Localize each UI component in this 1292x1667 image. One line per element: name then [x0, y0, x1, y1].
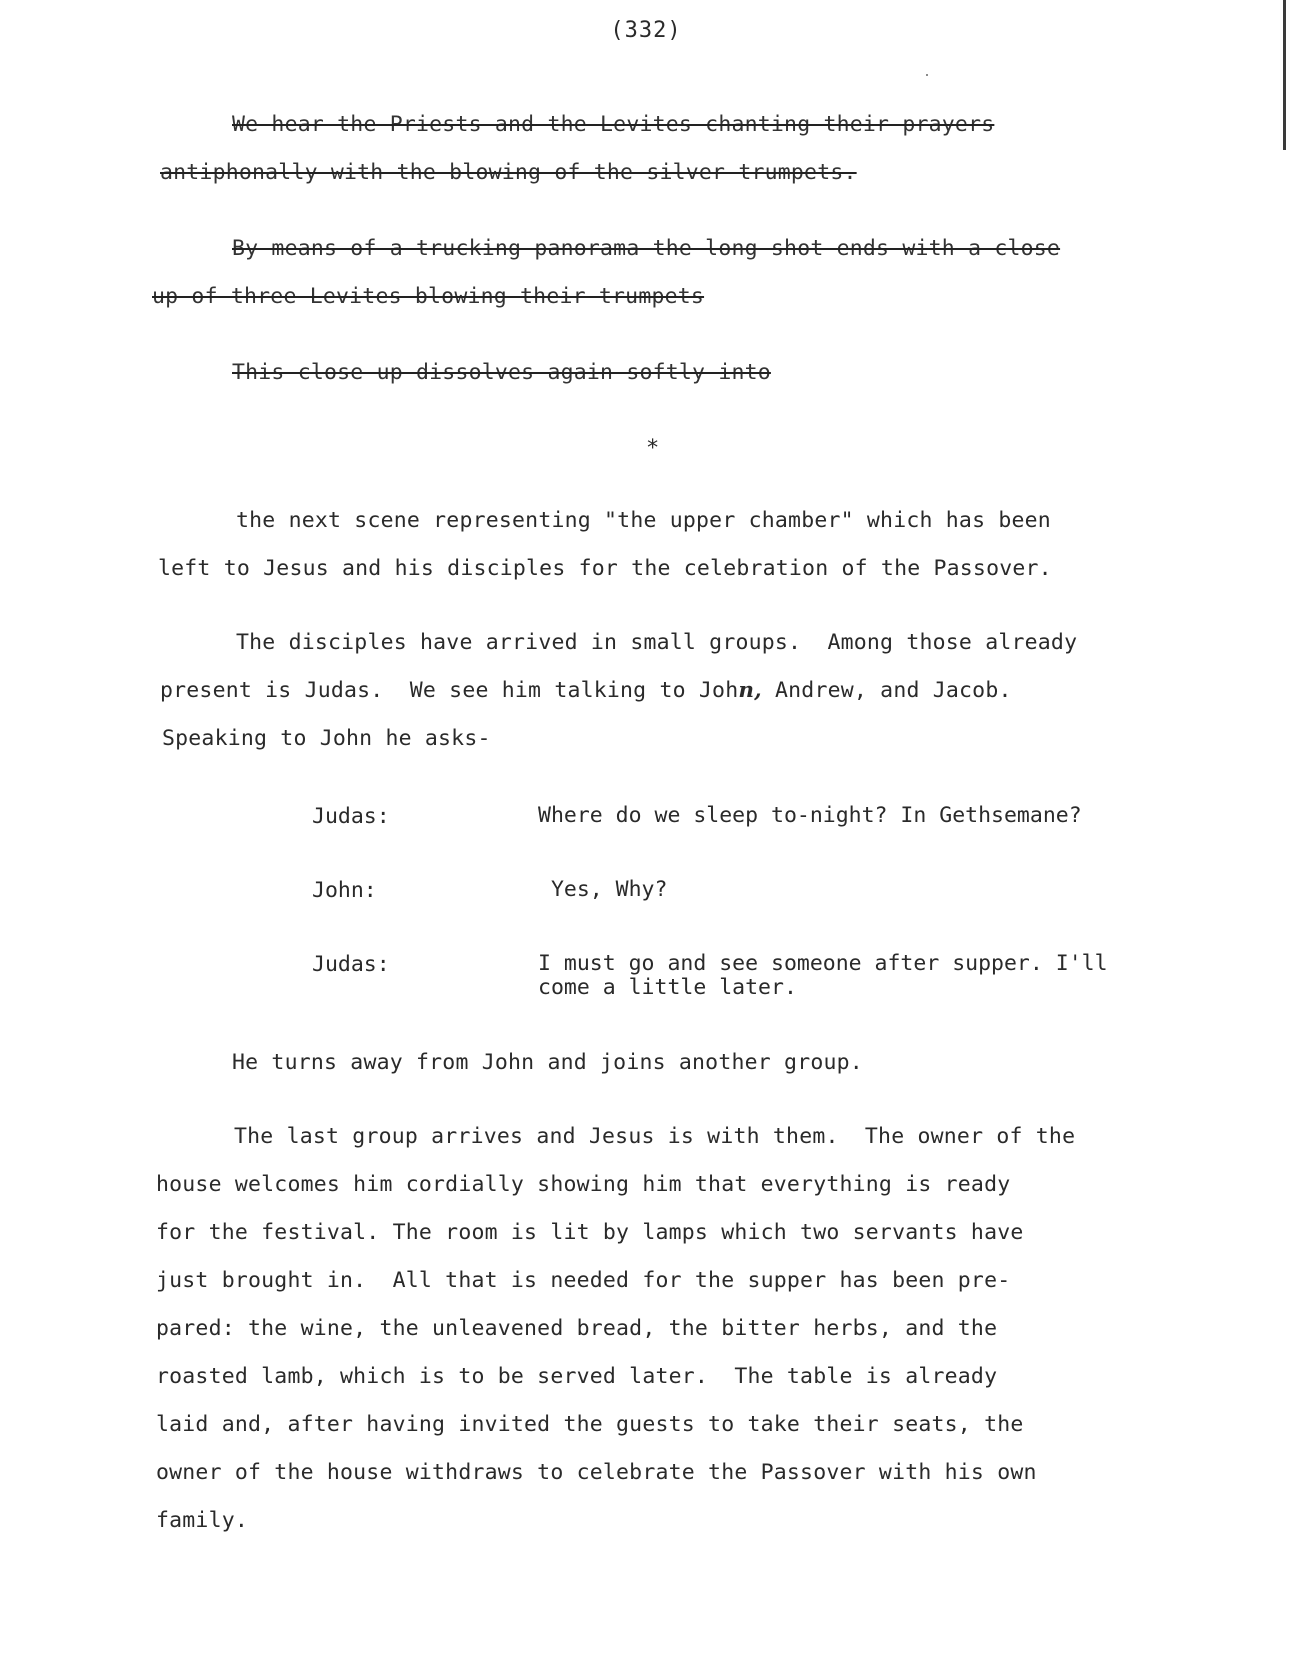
struck-line: By means of a trucking-panorama the long shot ends with a close: [232, 236, 1061, 261]
dialogue-text: I must go and see someone after supper. I'll come a little later.: [538, 951, 1108, 1000]
body-line: roasted lamb, which is to be served later. The table is already: [156, 1364, 998, 1389]
body-text: present is Judas. We see him talking to Joh: [160, 678, 739, 703]
body-text: Andrew, and Jacob.: [761, 678, 1012, 703]
dialogue-text: Yes, Why?: [538, 877, 668, 902]
ink-speck: [926, 74, 928, 76]
dialogue-text: Where do we sleep to-night? In Gethsemane?: [538, 803, 1082, 828]
struck-line: antiphonally with the blowing of the silver trumpets.: [160, 160, 857, 185]
section-separator: *: [646, 436, 660, 461]
struck-line: We hear the Priests and the Levites chanting their prayers: [232, 112, 995, 137]
struck-line: up of three Levites blowing their trumpets: [152, 284, 705, 309]
handwritten-correction: n,: [738, 678, 762, 703]
dialogue-speaker: Judas:: [312, 952, 390, 977]
body-line: the next scene representing "the upper chamber" which has been: [236, 508, 1051, 533]
body-line: The last group arrives and Jesus is with them. The owner of the: [234, 1124, 1076, 1149]
body-line: left to Jesus and his disciples for the celebration of the Passover.: [158, 556, 1052, 581]
body-line: pared: the wine, the unleavened bread, the bitter herbs, and the: [156, 1316, 998, 1341]
body-line: laid and, after having invited the guests to take their seats, the: [156, 1412, 1024, 1437]
dialogue-speaker: Judas:: [312, 804, 390, 829]
page-number: (332): [610, 18, 682, 43]
body-line: house welcomes him cordially showing him that everything is ready: [156, 1172, 1011, 1197]
body-line: Speaking to John he asks-: [162, 726, 491, 751]
body-line: [160, 678, 1012, 703]
body-line: He turns away from John and joins another group.: [232, 1050, 863, 1075]
dialogue-speaker: John:: [312, 878, 377, 903]
body-line: just brought in. All that is needed for the supper has been pre-: [156, 1268, 1011, 1293]
body-line: for the festival. The room is lit by lamps which two servants have: [156, 1220, 1024, 1245]
struck-line: This close up dissolves again softly into: [232, 360, 771, 385]
body-line: owner of the house withdraws to celebrate the Passover with his own: [156, 1460, 1037, 1485]
body-line: The disciples have arrived in small groups. Among those already: [236, 630, 1078, 655]
body-line: family.: [156, 1508, 249, 1533]
